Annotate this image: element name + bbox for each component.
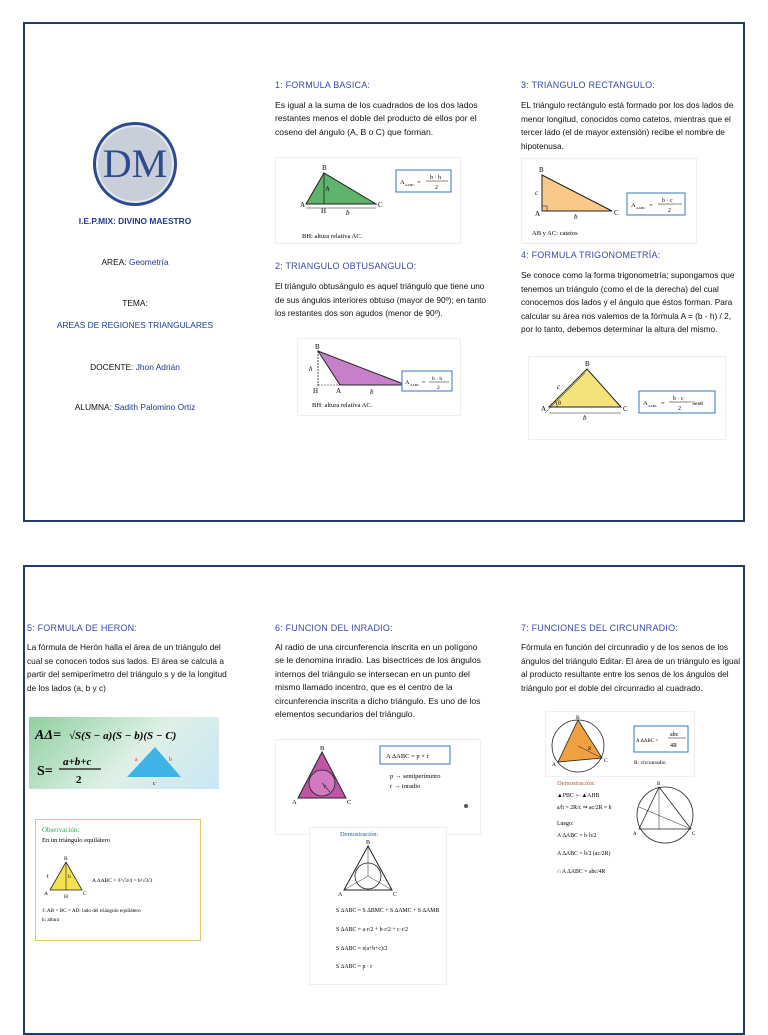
svg-text:√S(S − a)(S − b)(S − C): √S(S − a)(S − b)(S − C) [69,730,177,742]
tema-label: TEMA: [122,298,148,308]
svg-text:b · h: b · h [430,175,441,181]
svg-text:A ΔABC = ℓ²√3/4 = h²√3/3: A ΔABC = ℓ²√3/4 = h²√3/3 [92,878,153,884]
svg-text:C: C [83,891,87,897]
svg-text:A: A [336,387,342,395]
svg-text:Demostración:: Demostración: [557,780,596,787]
section-2-title: 2: TRIANGULO OBTUSANGULO: [275,261,417,271]
svg-text:c: c [557,383,561,391]
svg-text:S=: S= [37,764,53,779]
svg-text:=: = [661,400,665,407]
svg-text:B: B [539,166,544,174]
svg-text:En un triángulo equilátero: En un triángulo equilátero [42,837,111,844]
svg-text:ΔABC: ΔABC [405,183,415,187]
svg-text:Luego:: Luego: [557,821,574,827]
svg-text:Senθ: Senθ [692,401,703,407]
svg-text:p → semiperímetro: p → semiperímetro [390,773,441,780]
section-7-body: Fórmula en función del circunradio y de los senos de los ángulos del triángulo Editar. El área de un triángulo es igual al producto resultante entre los senos de los ángulos del triángulo por el doble del circunradio al cuadrado. [521,642,741,693]
svg-text:A: A [535,210,541,218]
svg-text:Demostración:: Demostración: [340,831,379,838]
svg-text:θ: θ [558,401,561,407]
svg-text:=: = [422,380,426,386]
page-panel-bottom [23,565,745,1035]
svg-text:∴ A ΔABC = abc/4R: ∴ A ΔABC = abc/4R [557,869,606,875]
svg-text:A: A [643,400,648,407]
svg-text:C: C [614,209,619,217]
svg-text:ΔABC: ΔABC [636,206,646,210]
section-1-title: 1: FORMULA BASICA: [275,80,371,90]
svg-text:2: 2 [437,385,440,391]
svg-text:B: B [657,782,661,787]
svg-text:A ΔABC = p × r: A ΔABC = p × r [386,753,429,760]
figure-circumradius [545,711,695,777]
svg-text:ℓ: ℓ [46,874,49,880]
svg-text:A: A [633,832,637,837]
svg-text:b · c: b · c [662,198,673,204]
svg-text:abc: abc [670,732,679,738]
svg-text:b: b [583,414,587,422]
svg-text:r → inradio: r → inradio [390,783,421,790]
section-4-body: Se conoce como la forma trigonometría; supongamos que tenemos un triángulo (como el de la derecha) del cual conocemos dos lados y el ángulo que éstos forman. Para calcular su área nos valemos de la fórmula A = (b - h) / 2, por lo tanto, debemos determinar la altura del mismo. [521,270,735,334]
logo-text: DM [102,141,168,186]
section-7-title: 7: FUNCIONES DEL CIRCUNRADIO: [521,623,678,633]
section-6-title: 6: FUNCION DEL INRADIO: [275,623,393,633]
figure-obtuse-triangle [297,338,461,416]
svg-text:=: = [417,179,421,186]
area-line: AREA: Geometría [101,257,169,267]
alumna-value: Sadith Palomino Ortiz [114,402,196,412]
school-logo [91,120,179,208]
svg-text:H: H [321,207,327,215]
section-2-body: El triángulo obtusángulo es aquel triángulo que tiene uno de sus ángulos interiores obtuso (mayor de 90º); en tanto los restantes dos son agudos (menor de 90º). [275,281,487,318]
svg-text:AΔ=: AΔ= [35,728,62,743]
svg-text:S ΔABC = a·r/2 + b·r/2 + c·r/2: S ΔABC = a·r/2 + b·r/2 + c·r/2 [336,927,408,933]
figure-inradius [275,739,481,835]
figure-trig-triangle [528,356,726,440]
svg-text:2: 2 [435,185,438,191]
svg-text:b · c: b · c [673,396,684,402]
docente-line: DOCENTE: Jhon Adrián [90,362,180,372]
svg-text:S ΔABC = r(a+b+c)/2: S ΔABC = r(a+b+c)/2 [336,946,388,952]
svg-text:c: c [535,189,539,197]
section-4-title: 4: FORMULA TRIGONOMETRÍA: [521,250,661,260]
svg-text:Observación:: Observación: [42,826,80,834]
figure-basic-triangle [275,157,461,244]
svg-text:a+b+c: a+b+c [63,756,92,768]
svg-text:c: c [153,781,156,787]
svg-text:B: B [322,164,327,172]
svg-text:A: A [631,202,636,209]
svg-text:A: A [405,380,410,386]
svg-text:a: a [135,757,138,763]
svg-text:R: R [588,747,592,752]
svg-text:A: A [338,892,343,898]
svg-text:b: b [574,213,578,221]
svg-text:2: 2 [678,406,681,412]
svg-text:B: B [366,840,371,846]
area-value: Geometría [128,257,169,267]
svg-text:b · h: b · h [432,376,443,382]
svg-text:C: C [378,201,383,209]
svg-text:A: A [552,762,556,768]
svg-text:b: b [169,757,172,763]
svg-text:B: B [576,715,580,721]
svg-text:A ΔABC = b/2 (ac/2R): A ΔABC = b/2 (ac/2R) [557,851,611,857]
figure-inradius-demo [309,827,447,985]
svg-text:r: r [324,784,327,790]
svg-text:C: C [604,758,608,764]
section-5-body: La fórmula de Herón halla el área de un triángulo del cual se conocen todos sus lados. El área se calcula a partir del semiperímetro del triángulo s y de la longitud de los lados (a, b y c) [27,642,227,693]
alumna-line: ALUMNA: Sadith Palomino Ortiz [74,402,196,412]
svg-text:2: 2 [76,774,82,786]
section-1-body: Es igual a la suma de los cuadrados de los dos lados restantes menos el doble del producto de ellos por el coseno del ángulo (A, B o C) que forman. [275,100,478,137]
svg-text:2: 2 [668,208,671,214]
svg-text:H: H [64,894,68,900]
section-6-body: Al radio de una circunferencia inscrita en un polígono se le denomina inradio. Las bisectrices de los ángulos internos del triángulo se intersecan en un punto del mismo llamado incentro, que es el centro de la circunferencia inscrita a dicho triángulo. Es uno de los elementos secundarios del triángulo. [275,642,481,720]
svg-text:A: A [541,405,547,413]
svg-text:ΔABC: ΔABC [648,404,658,408]
svg-text:A: A [300,201,306,209]
docente-value: Jhon Adrián [135,362,180,372]
svg-text:B: B [320,745,325,752]
svg-text:AB y AC: catetos: AB y AC: catetos [532,230,578,237]
figure-heron [29,717,219,789]
svg-text:b: b [346,209,350,217]
svg-text:B: B [315,343,320,351]
page-panel-top [23,22,745,522]
svg-text:h: altura: h: altura [42,917,60,923]
figure-heron-observation [35,819,201,941]
school-name: I.E.P.MIX: DIVINO MAESTRO [78,216,192,226]
svg-text:B: B [64,856,68,862]
svg-text:H: H [313,387,319,395]
svg-text:C: C [692,832,696,837]
svg-text:S ΔABC = p · r: S ΔABC = p · r [336,964,373,970]
svg-text:h: h [326,185,330,193]
svg-text:C: C [347,799,352,806]
svg-text:A ΔABC = b·h/2: A ΔABC = b·h/2 [557,833,597,839]
svg-text:C: C [393,892,398,898]
svg-text:ℓ: AB = BC = AD: lado del triá: ℓ: AB = BC = AD: lado del triángulo equilátero [42,908,141,914]
svg-text:ΔABC: ΔABC [410,383,420,387]
svg-text:4R: 4R [670,743,678,749]
svg-text:BH: altura relativa AC.: BH: altura relativa AC. [302,233,363,240]
svg-text:A: A [292,799,297,806]
figure-right-triangle [521,158,697,244]
svg-text:h: h [68,874,71,880]
tema-value: AREAS DE REGIONES TRIANGULARES [56,320,214,330]
svg-text:R: circunradio: R: circunradio [634,760,666,766]
svg-text:h: h [309,365,313,373]
svg-text:▲PBC ∼ ▲AHB: ▲PBC ∼ ▲AHB [557,793,600,799]
svg-text:BH: altura relativa AC.: BH: altura relativa AC. [312,402,373,409]
svg-text:B: B [585,360,590,368]
svg-text:A: A [44,891,48,897]
svg-text:S ΔABC = S ΔBMC + S ΔAMC + S Δ: S ΔABC = S ΔBMC + S ΔAMC + S ΔAMB [336,908,440,914]
figure-circumradius-demo [555,777,697,887]
section-3-body: EL triángulo rectángulo está formado por los dos lados de menor longitud, conocidos como catetos, mientras que el tercer lado (el de mayor extensión) recibe el nombre de hipotenusa. [521,100,734,151]
section-5-title: 5: FORMULA DE HERON: [27,623,138,633]
svg-text:=: = [649,202,653,209]
svg-text:b: b [370,388,374,396]
svg-text:a/h = 2R/c ⇒ ac/2R = h: a/h = 2R/c ⇒ ac/2R = h [557,805,612,811]
svg-text:A ΔABC =: A ΔABC = [636,739,659,744]
svg-text:C: C [623,405,628,413]
svg-text:A: A [400,179,405,186]
section-3-title: 3: TRIANGULO RECTANGULO: [521,80,655,90]
